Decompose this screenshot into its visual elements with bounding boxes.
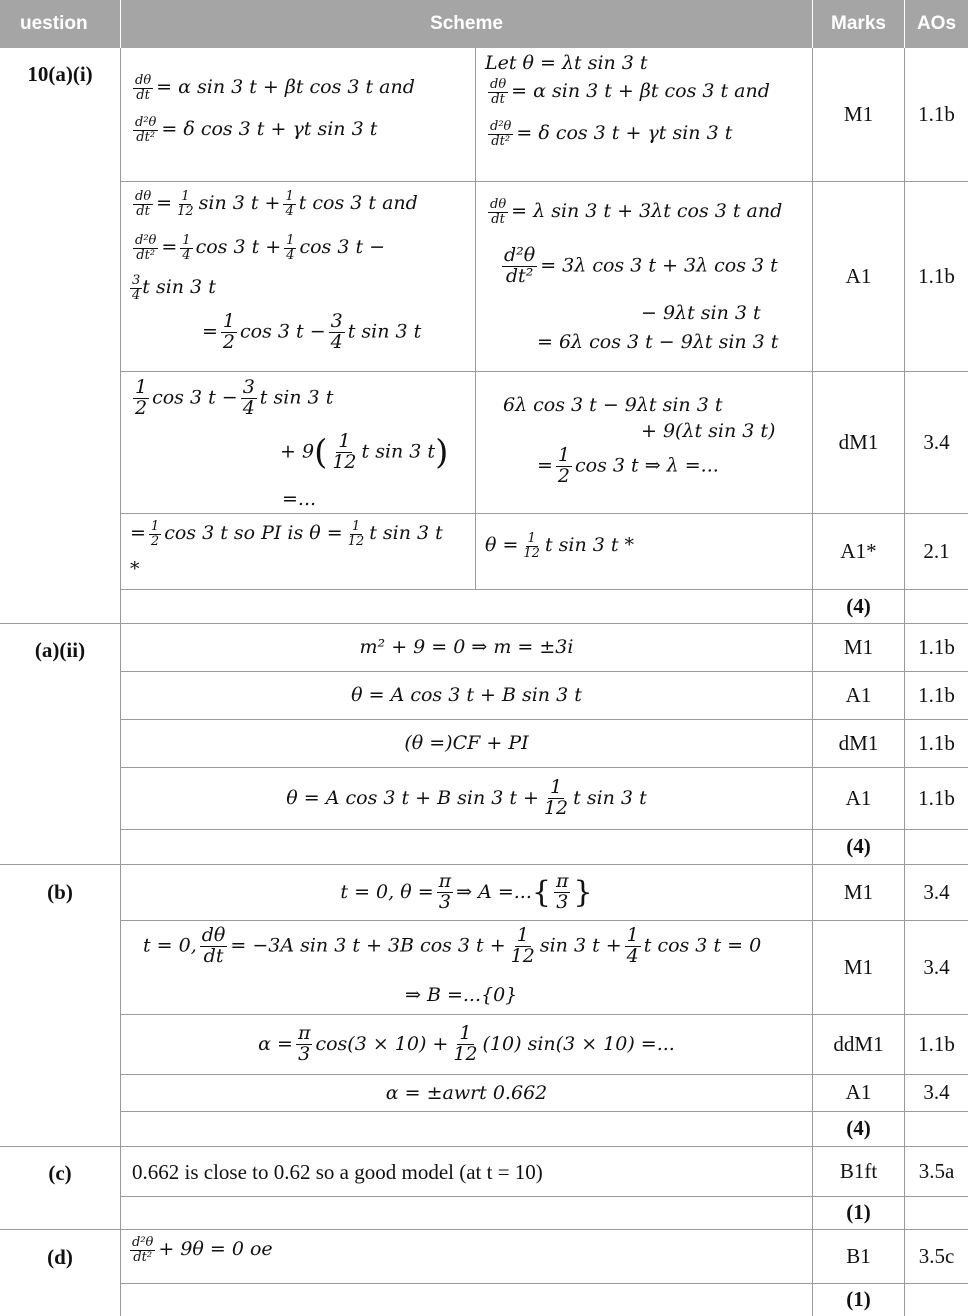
b-row3-mark: ddM1 <box>833 1031 884 1056</box>
c-ao: 3.5a <box>918 1158 955 1183</box>
a-i-row1-let: Let θ = λt sin 3 t <box>485 52 648 74</box>
mark-scheme-table: uestion Scheme Marks AOs 10(a)(i) (a)(ii) (b) (c) (d) $\frac{d\theta}{dt}$ = α sin 3 t + βt cos 3 t and $\frac{\text{d²θ}}{\text{dt²}}$ = δ cos 3 t + γt sin 3 t Let θ = λt sin 3 t $\frac{d\theta}{dt}$ = α sin 3 t + βt cos 3 t and $\frac{\text{d²θ}}{\text{dt²}}$ = δ cos 3 t + γt sin 3 t M1 1.1b $\frac{d\theta}{dt}$ = $\frac{1}{12}$ sin 3 t + $\frac{1}{4}$ t cos 3 t and $\frac{\text{d²θ}}{\text{dt²}}$ = $\frac{1}{4}$ cos 3 t + $\frac{1}{4}$ cos 3 t − $\frac{3}{4}$ t sin 3 t = $\frac{1}{2}$ cos 3 t − $\frac{3}{4}$ t sin 3 t $\frac{d\theta}{dt}$ = λ sin 3 t + 3λt cos 3 t and $\frac{\text{d²θ}}{\text{dt²}}$ = 3λ cos 3 t + 3λ cos 3 t − 9λt sin 3 t = 6λ cos 3 t − 9λt sin 3 t A1 1.1b $\frac{1}{2}$ cos 3 t − $\frac{3}{4}$ t sin 3 t + 9( $\frac{1}{12}$ t sin 3 t) =... 6λ cos 3 t − 9λt sin 3 t + 9(λt sin 3 t) = $\frac{1}{2}$ cos 3 t ⇒ λ =... dM1 3.4 = $\frac{1}{2}$ cos 3 t so PI is θ = $\frac{1}{12}$ t sin 3 t * θ = $\frac{1}{12}$ t sin 3 t * A1* 2.1 (4) m² + 9 = 0 ⇒ m = ±3i M1 1.1b θ = A cos 3 t + B sin 3 t A1 1.1b (θ =)CF + PI dM1 1.1b θ = A cos 3 t + B sin 3 t + $\frac{1}{12}$ t sin 3 t A1 1.1b (4) t = 0, θ = $\frac{\pi}{3}$ ⇒ A =... { $\frac{\pi}{3}$ } M1 3.4 t = 0, $\frac{d\theta}{dt}$ = −3A sin 3 t + 3B cos 3 t + $\frac{1}{12}$ sin 3 t + $\frac{1}{4}$ t cos 3 t = 0 ⇒ B =...{0} M1 3.4 α = $\frac{\pi}{3}$ cos(3 × 10) + $\frac{1}{12}$ (10) sin(3 × 10) =... ddM1 1.1b α = ±awrt 0.662 A1 3.4 (4) 0.662 is close to 0.62 so a good model (at t = 10) B1ft 3.5a (1) $\frac{\text{d²θ}}{\text{dt²}}$ + 9θ = 0 oe B1 3.5c (1) <box>0 0 968 1316</box>
part-label-a-i: 10(a)(i) <box>27 62 93 86</box>
a-i-row4-ao: 2.1 <box>923 538 950 563</box>
c-text: 0.662 is close to 0.62 so a good model (at t = 10) <box>132 1160 543 1184</box>
d-total: (1) <box>846 1287 871 1311</box>
header-scheme: Scheme <box>121 0 812 48</box>
a-ii-row4-text: θ = A cos 3 t + B sin 3 t + $\frac{1}{12}$ t sin 3 t <box>286 775 647 819</box>
a-ii-row3-text: (θ =)CF + PI <box>404 732 529 754</box>
a-ii-row1-ao: 1.1b <box>918 634 955 659</box>
part-label-c: (c) <box>48 1161 72 1185</box>
a-ii-total: (4) <box>846 834 871 858</box>
a-i-row1-left-line2: = δ cos 3 t + γt sin 3 t <box>161 118 378 141</box>
c-mark: B1ft <box>839 1158 878 1183</box>
a-i-row2-right: $\frac{d\theta}{dt}$ = λ sin 3 t + 3λt cos 3 t and $\frac{\text{d²θ}}{\text{dt²}}$ = 3λ cos 3 t + 3λ cos 3 t − 9λt sin 3 t = 6λ cos 3 t − 9λt sin 3 t <box>490 197 783 353</box>
b-row1-text: t = 0, θ = $\frac{\pi}{3}$ ⇒ A =... { $\frac{\pi}{3}$ } <box>340 869 593 913</box>
b-row1-mark: M1 <box>843 879 874 904</box>
b-row3-text: α = $\frac{\pi}{3}$ cos(3 × 10) + $\frac{1}{12}$ (10) sin(3 × 10) =... <box>258 1021 675 1065</box>
a-i-row3-ao: 3.4 <box>923 429 950 454</box>
d-ao: 3.5c <box>918 1243 955 1268</box>
a-i-row1-right-line2: = δ cos 3 t + γt sin 3 t <box>516 122 733 145</box>
a-ii-row2-mark: A1 <box>845 682 872 707</box>
part-label-d: (d) <box>47 1245 73 1269</box>
a-ii-row2-text: θ = A cos 3 t + B sin 3 t <box>351 684 582 706</box>
d-mark: B1 <box>846 1243 871 1268</box>
b-row4-ao: 3.4 <box>923 1080 950 1104</box>
b-row3-ao: 1.1b <box>918 1031 955 1056</box>
a-i-row1-mark: M1 <box>843 102 874 126</box>
a-ii-row3-mark: dM1 <box>838 730 879 755</box>
a-i-row4-mark: A1* <box>840 538 877 563</box>
a-i-row3-right: 6λ cos 3 t − 9λt sin 3 t + 9(λt sin 3 t) = $\frac{1}{2}$ cos 3 t ⇒ λ =... <box>503 394 776 487</box>
header-aos: AOs <box>905 0 968 48</box>
b-total: (4) <box>846 1116 871 1140</box>
a-i-row1-left-line1: = α sin 3 t + βt cos 3 t and <box>156 76 415 99</box>
b-row1-ao: 3.4 <box>923 879 950 904</box>
a-i-row2-mark: A1 <box>845 263 872 288</box>
a-ii-row1-text: m² + 9 = 0 ⇒ m = ±3i <box>359 636 574 658</box>
a-i-row1-ao: 1.1b <box>918 102 955 126</box>
a-ii-row2-ao: 1.1b <box>918 682 955 707</box>
a-i-row2-ao: 1.1b <box>918 263 955 288</box>
a-ii-row3-ao: 1.1b <box>918 730 955 755</box>
a-i-row3-left: $\frac{1}{2}$ cos 3 t − $\frac{3}{4}$ t sin 3 t + 9( $\frac{1}{12}$ t sin 3 t) =... <box>135 376 449 510</box>
b-row2-ao: 3.4 <box>923 954 950 979</box>
b-row2-mark: M1 <box>843 954 874 979</box>
a-i-row4-left: = $\frac{1}{2}$ cos 3 t so PI is θ = $\frac{1}{12}$ t sin 3 t * <box>130 519 443 580</box>
part-label-b: (b) <box>47 880 73 904</box>
a-i-row3-mark: dM1 <box>838 429 879 454</box>
a-ii-row4-ao: 1.1b <box>918 785 955 810</box>
b-row2-text: t = 0, $\frac{d\theta}{dt}$ = −3A sin 3 t + 3B cos 3 t + $\frac{1}{12}$ sin 3 t + $\frac{1}{4}$ t cos 3 t = 0 ⇒ B =...{0} <box>143 924 762 1006</box>
a-i-total: (4) <box>846 593 871 618</box>
a-i-row1-right-line1: = α sin 3 t + βt cos 3 t and <box>511 80 770 103</box>
part-label-a-ii: (a)(ii) <box>34 638 86 662</box>
a-ii-row1-mark: M1 <box>843 634 874 659</box>
d-text: $\frac{\text{d²θ}}{\text{dt²}}$ + 9θ = 0 oe <box>132 1235 273 1265</box>
b-row4-mark: A1 <box>845 1080 872 1104</box>
a-i-row2-left: $\frac{d\theta}{dt}$ = $\frac{1}{12}$ sin 3 t + $\frac{1}{4}$ t cos 3 t and $\frac{\text{d²θ}}{\text{dt²}}$ = $\frac{1}{4}$ cos 3 t + $\frac{1}{4}$ cos 3 t − $\frac{3}{4}$ t sin 3 t = $\frac{1}{2}$ cos 3 t − $\frac{3}{4}$ t sin 3 t <box>132 189 422 353</box>
header-question: uestion <box>0 0 120 48</box>
a-ii-row4-mark: A1 <box>845 785 872 810</box>
c-total: (1) <box>846 1200 871 1224</box>
b-row4-text: α = ±awrt 0.662 <box>385 1081 548 1104</box>
header-marks: Marks <box>813 0 904 48</box>
